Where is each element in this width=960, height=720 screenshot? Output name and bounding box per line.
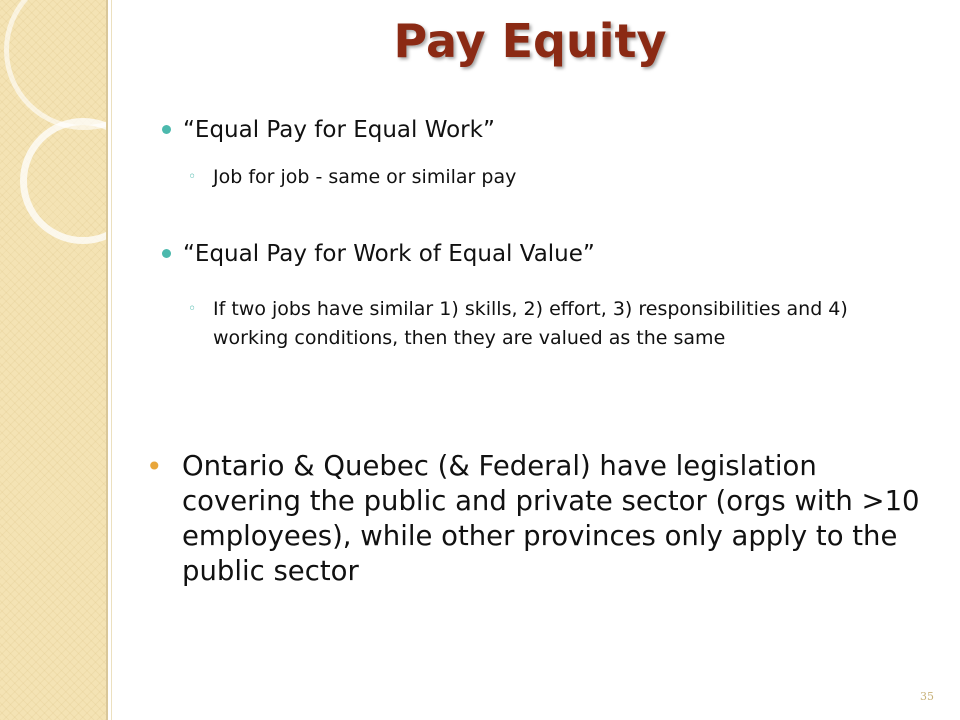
sub-bullet-text: If two jobs have similar 1) skills, 2) effort, 3) responsibilities and 4) working conditions, then they are valued as the same	[213, 298, 848, 349]
ring-bullet-icon: ◦	[188, 301, 197, 317]
sub-bullet-job-for-job	[188, 163, 913, 192]
sub-bullet-two-jobs	[188, 295, 893, 353]
bullet-dot-icon	[162, 125, 171, 134]
orange-bullet-icon: •	[146, 450, 163, 483]
bullet-dot-icon	[162, 249, 171, 258]
bullet-text: “Equal Pay for Work of Equal Value”	[183, 241, 595, 267]
sub-bullet-text: Job for job - same or similar pay	[213, 166, 517, 188]
page-number: 35	[920, 690, 934, 703]
main-point-text: Ontario & Quebec (& Federal) have legislation covering the public and private sector (orgs with >10 employees), while other provinces only apply to the public sector	[182, 450, 920, 587]
bullet-text: “Equal Pay for Equal Work”	[183, 117, 495, 143]
bullet-equal-work	[183, 115, 495, 145]
bullet-equal-value	[183, 239, 595, 269]
slide-title: Pay Equity	[393, 14, 667, 68]
main-point-legislation	[146, 449, 942, 589]
decorative-side-band	[0, 0, 106, 720]
decorative-arc	[4, 0, 106, 130]
decorative-circle	[20, 118, 106, 244]
side-band-edge	[106, 0, 108, 720]
side-band-edge-thin	[111, 0, 112, 720]
ring-bullet-icon: ◦	[188, 169, 197, 185]
